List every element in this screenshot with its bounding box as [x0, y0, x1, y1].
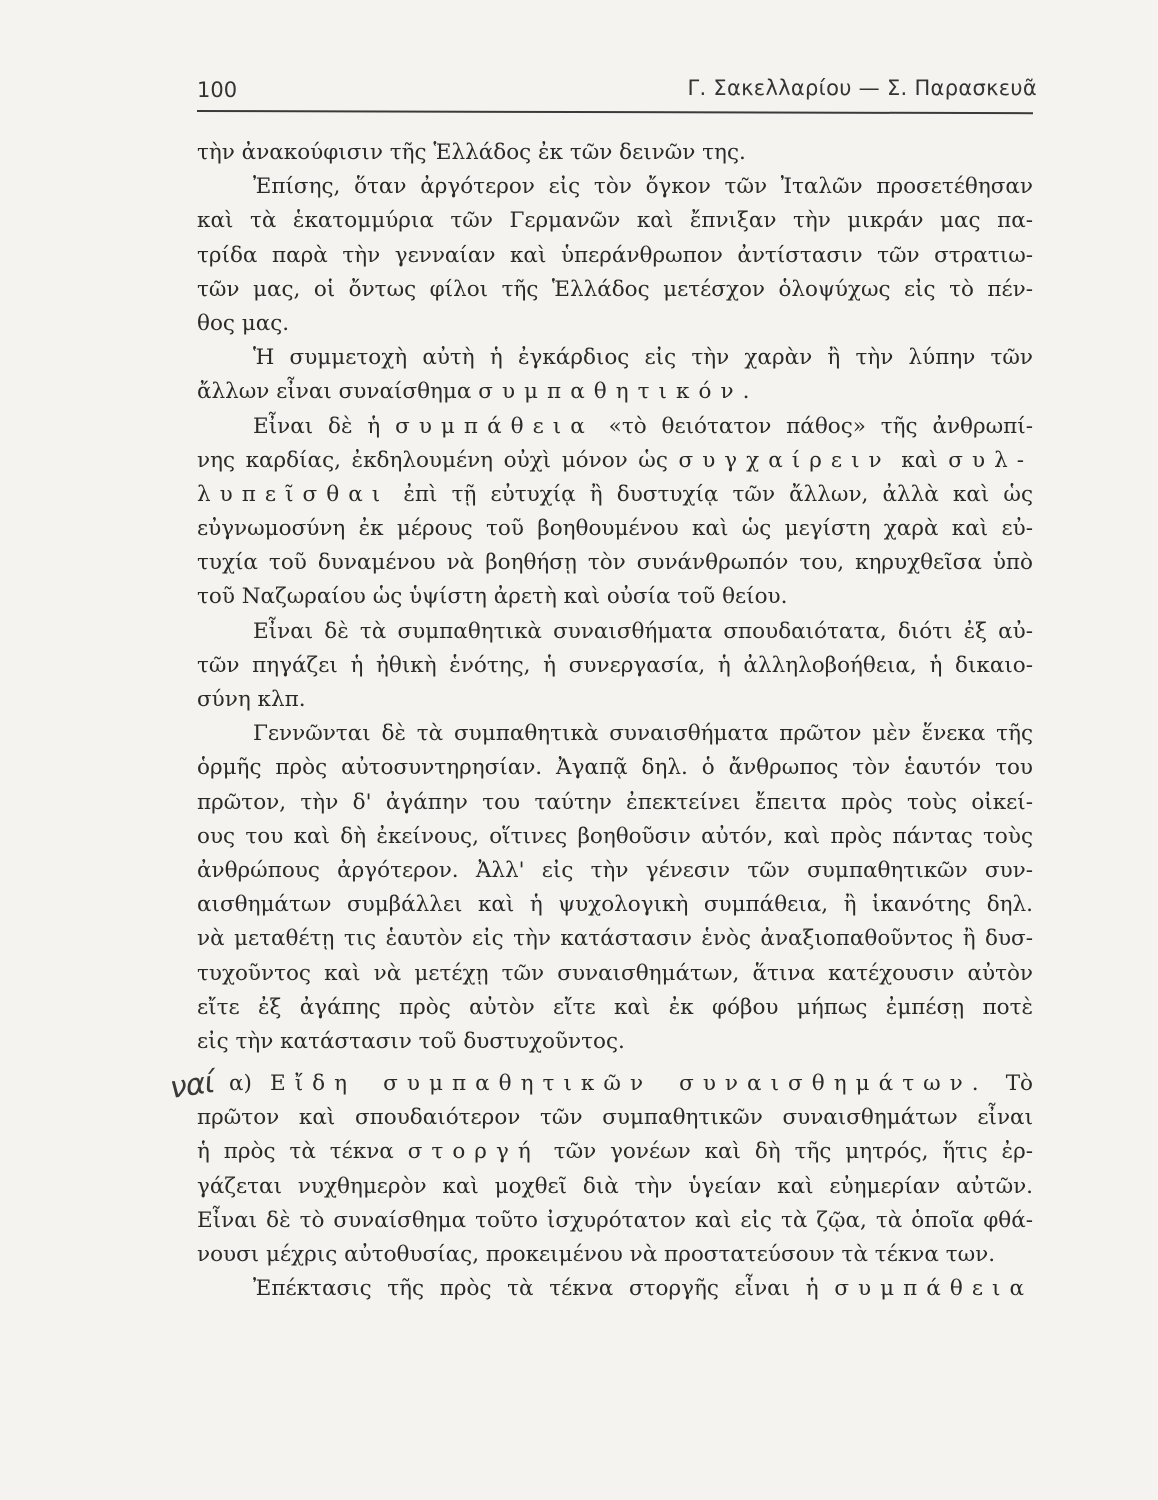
- text-line: πρῶτον καὶ σπουδαιότερον τῶν συμπαθητικῶν συναισθημάτων εἶναι: [197, 1105, 1033, 1131]
- section-label: α): [229, 1071, 252, 1097]
- emphasized-term: συμπάθεια: [395, 413, 594, 439]
- text-line: τῶν μας, οἱ ὄντως φίλοι τῆς Ἑλλάδος μετέσχον ὁλοψύχως εἰς τὸ πέν-: [197, 276, 1033, 302]
- emphasized-term: λυπεῖσθαι: [197, 481, 390, 507]
- text-fragment: καὶ: [901, 447, 938, 473]
- text-line: νὰ μεταθέτῃ τις ἑαυτὸν εἰς τὴν κατάστασιν ἑνὸς ἀναξιοπαθοῦντος ἢ δυσ-: [197, 926, 1033, 952]
- handwritten-margin-note: ναί: [167, 1065, 216, 1106]
- text-line: [197, 444, 1033, 478]
- text-line: ους του καὶ δὴ ἐκείνους, οἵτινες βοηθοῦσιν αὐτόν, καὶ πρὸς πάντας τοὺς: [197, 823, 1033, 849]
- text-line: [197, 478, 1033, 512]
- text-fragment: ἐπὶ τῇ εὐτυχίᾳ ἢ δυστυχίᾳ τῶν ἄλλων, ἀλλὰ καὶ ὡς: [403, 481, 1034, 507]
- text-fragment: Εἶναι δὲ ἡ: [253, 413, 381, 439]
- text-line: τὴν ἀνακούφισιν τῆς Ἑλλάδος ἐκ τῶν δεινῶν της.: [197, 140, 746, 165]
- emphasized-term: συμπάθεια: [834, 1276, 1033, 1302]
- page-header: [197, 70, 1037, 110]
- text-line: [197, 1272, 1033, 1306]
- text-line: εὐγνωμοσύνη ἐκ μέρους τοῦ βοηθουμένου καὶ ὡς μεγίστη χαρὰ καὶ εὐ-: [197, 516, 1033, 542]
- text-fragment: Τὸ: [1005, 1071, 1033, 1097]
- emphasized-term: συγχαίρειν: [678, 447, 891, 473]
- header-rule: [197, 110, 1033, 114]
- text-fragment: Ἐπέκτασις τῆς πρὸς τὰ τέκνα στοργῆς εἶναι ἡ: [253, 1276, 819, 1302]
- body-text: [197, 136, 1033, 1306]
- text-line: Ἐπίσης, ὅταν ἀργότερον εἰς τὸν ὄγκον τῶν Ἰταλῶν προσετέθησαν: [253, 174, 1033, 200]
- text-line: [197, 375, 1033, 409]
- text-line: ἀνθρώπους ἀργότερον. Ἀλλ' εἰς τὴν γένεσιν τῶν συμπαθητικῶν συν-: [197, 857, 1033, 883]
- emphasized-term: στοργή: [407, 1139, 540, 1165]
- text-line: τοῦ Ναζωραίου ὡς ὑψίστη ἀρετὴ καὶ οὐσία τοῦ θείου.: [197, 584, 788, 610]
- text-fragment: «τὸ θειότατον πάθος» τῆς ἀνθρωπί-: [608, 413, 1033, 439]
- text-fragment: ἄλλων εἶναι συναίσθημα: [197, 379, 472, 405]
- text-fragment: ἡ πρὸς τὰ τέκνα: [197, 1139, 394, 1165]
- text-line: Ἡ συμμετοχὴ αὐτὴ ἡ ἐγκάρδιος εἰς τὴν χαρὰν ἢ τὴν λύπην τῶν: [253, 345, 1033, 371]
- text-fragment: τῶν γονέων καὶ δὴ τῆς μητρός, ἥτις ἐρ-: [553, 1139, 1033, 1165]
- text-line: θος μας.: [197, 310, 290, 336]
- text-line: αισθημάτων συμβάλλει καὶ ἡ ψυχολογικὴ συμπάθεια, ἢ ἱκανότης δηλ.: [197, 892, 1033, 918]
- text-line: νουσι μέχρις αὐτοθυσίας, προκειμένου νὰ προστατεύσουν τὰ τέκνα των.: [197, 1242, 996, 1267]
- text-line: [197, 410, 1033, 444]
- text-line: Γεννῶνται δὲ τὰ συμπαθητικὰ συναισθήματα πρῶτον μὲν ἕνεκα τῆς: [253, 721, 1033, 747]
- text-line: Εἶναι δὲ τὰ συμπαθητικὰ συναισθήματα σπουδαιότατα, διότι ἐξ αὐ-: [253, 618, 1033, 644]
- text-fragment: νης καρδίας, ἐκδηλουμένη οὐχὶ μόνον ὡς: [197, 447, 668, 473]
- text-line: εἰς τὴν κατάστασιν τοῦ δυστυχοῦντος.: [197, 1028, 625, 1054]
- text-line: καὶ τὰ ἑκατομμύρια τῶν Γερμανῶν καὶ ἔπνιξαν τὴν μικράν μας πα-: [197, 208, 1033, 234]
- section-heading-line: [197, 1067, 1033, 1101]
- text-line: τῶν πηγάζει ἡ ἠθικὴ ἑνότης, ἡ συνεργασία, ἡ ἀλληλοβοήθεια, ἡ δικαιο-: [197, 652, 1033, 678]
- text-line: πρῶτον, τὴν δ' ἀγάπην του ταύτην ἐπεκτείνει ἔπειτα πρὸς τοὺς οἰκεί-: [197, 789, 1033, 815]
- emphasized-term: συλ-: [948, 447, 1034, 473]
- text-line: τυχία τοῦ δυναμένου νὰ βοηθήσῃ τὸν συνάνθρωπόν του, κηρυχθεῖσα ὑπὸ: [197, 550, 1033, 576]
- text-line: γάζεται νυχθημερὸν καὶ μοχθεῖ διὰ τὴν ὑγείαν καὶ εὐημερίαν αὐτῶν.: [197, 1173, 1033, 1199]
- section-heading: Εἴδη συμπαθητικῶν συναισθημάτων.: [269, 1071, 988, 1097]
- text-line: Εἶναι δὲ τὸ συναίσθημα τοῦτο ἰσχυρότατον καὶ εἰς τὰ ζῷα, τὰ ὁποῖα φθά-: [197, 1207, 1033, 1233]
- text-line: ὁρμῆς πρὸς αὐτοσυντηρησίαν. Ἀγαπᾷ δηλ. ὁ ἄνθρωπος τὸν ἑαυτόν του: [197, 755, 1033, 781]
- text-line: τυχοῦντος καὶ νὰ μετέχῃ τῶν συναισθημάτων, ἅτινα κατέχουσιν αὐτὸν: [197, 960, 1033, 986]
- text-line: εἴτε ἐξ ἀγάπης πρὸς αὐτὸν εἴτε καὶ ἐκ φόβου μήπως ἐμπέσῃ ποτὲ: [197, 994, 1033, 1020]
- emphasized-term: συμπαθητικόν.: [478, 379, 759, 405]
- text-line: [197, 1135, 1033, 1169]
- text-line: τρίδα παρὰ τὴν γενναίαν καὶ ὑπεράνθρωπον ἀντίστασιν τῶν στρατιω-: [197, 242, 1033, 268]
- running-head: Γ. Σακελλαρίου — Σ. Παρασκευᾶ: [687, 76, 1037, 100]
- text-line: σύνη κλπ.: [197, 687, 306, 712]
- section-gap: [197, 1059, 1033, 1067]
- page-number: 100: [197, 78, 238, 102]
